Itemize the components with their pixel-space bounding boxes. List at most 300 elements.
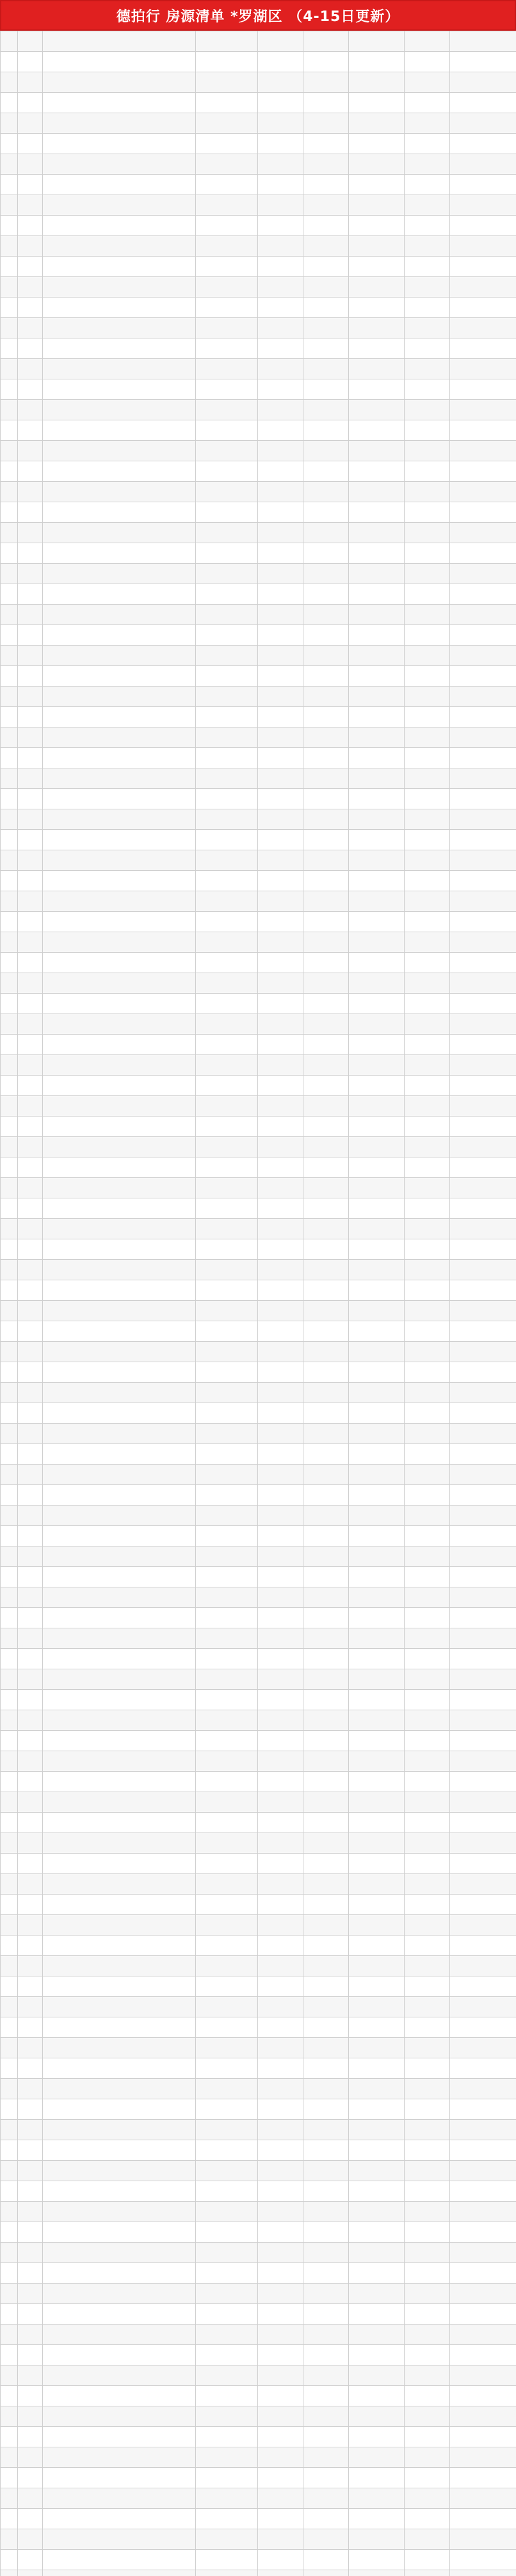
table-cell bbox=[450, 932, 516, 953]
table-cell bbox=[405, 1301, 450, 1321]
table-cell bbox=[405, 1915, 450, 1936]
table-cell bbox=[196, 2120, 258, 2140]
table-cell bbox=[405, 2365, 450, 2386]
table-cell bbox=[196, 31, 258, 52]
table-row bbox=[1, 1669, 516, 1690]
table-cell bbox=[43, 1567, 196, 1587]
table-cell bbox=[1, 584, 18, 605]
table-cell bbox=[450, 1567, 516, 1587]
table-cell bbox=[258, 1813, 303, 1833]
table-cell bbox=[349, 1157, 405, 1178]
table-cell bbox=[1, 1608, 18, 1628]
table-row bbox=[1, 2263, 516, 2284]
table-cell bbox=[303, 1321, 349, 1342]
table-cell bbox=[349, 1649, 405, 1669]
table-cell bbox=[303, 2570, 349, 2576]
table-cell bbox=[405, 1976, 450, 1997]
table-cell bbox=[43, 1485, 196, 1506]
table-cell bbox=[18, 1772, 43, 1792]
table-cell bbox=[258, 748, 303, 768]
table-cell bbox=[349, 584, 405, 605]
table-row bbox=[1, 2406, 516, 2427]
table-cell bbox=[450, 195, 516, 216]
table-cell bbox=[258, 1997, 303, 2017]
table-cell bbox=[1, 932, 18, 953]
table-cell bbox=[18, 994, 43, 1014]
table-cell bbox=[18, 1710, 43, 1731]
table-cell bbox=[303, 2325, 349, 2345]
table-cell bbox=[405, 1239, 450, 1260]
table-cell bbox=[405, 2038, 450, 2058]
table-cell bbox=[18, 2488, 43, 2509]
table-cell bbox=[258, 31, 303, 52]
table-cell bbox=[349, 2304, 405, 2325]
table-cell bbox=[405, 1198, 450, 1219]
table-cell bbox=[349, 1895, 405, 1915]
table-cell bbox=[43, 482, 196, 502]
table-cell bbox=[1, 441, 18, 461]
table-cell bbox=[1, 625, 18, 646]
table-row bbox=[1, 1526, 516, 1546]
table-cell bbox=[258, 2386, 303, 2406]
table-cell bbox=[303, 1117, 349, 1137]
table-cell bbox=[258, 687, 303, 707]
table-cell bbox=[18, 973, 43, 994]
table-cell bbox=[18, 1260, 43, 1280]
table-cell bbox=[196, 1772, 258, 1792]
table-cell bbox=[303, 2243, 349, 2263]
table-row bbox=[1, 338, 516, 359]
table-cell bbox=[258, 1506, 303, 1526]
table-cell bbox=[405, 134, 450, 154]
table-cell bbox=[258, 2079, 303, 2099]
table-cell bbox=[258, 1362, 303, 1383]
table-cell bbox=[43, 1690, 196, 1710]
table-cell bbox=[303, 2099, 349, 2120]
table-cell bbox=[303, 1219, 349, 1239]
table-cell bbox=[1, 2099, 18, 2120]
table-cell bbox=[303, 646, 349, 666]
table-cell bbox=[196, 257, 258, 277]
table-cell bbox=[450, 175, 516, 195]
table-cell bbox=[450, 2406, 516, 2427]
table-cell bbox=[196, 1506, 258, 1526]
table-cell bbox=[405, 2488, 450, 2509]
table-cell bbox=[43, 2529, 196, 2550]
table-cell bbox=[450, 298, 516, 318]
table-cell bbox=[258, 2509, 303, 2529]
table-cell bbox=[349, 1260, 405, 1280]
table-cell bbox=[303, 2427, 349, 2447]
table-cell bbox=[258, 1117, 303, 1137]
table-cell bbox=[196, 1403, 258, 1424]
table-row bbox=[1, 2079, 516, 2099]
table-cell bbox=[258, 2447, 303, 2468]
table-row bbox=[1, 2017, 516, 2038]
table-cell bbox=[258, 2550, 303, 2570]
table-cell bbox=[196, 1813, 258, 1833]
table-cell bbox=[349, 1178, 405, 1198]
table-cell bbox=[303, 195, 349, 216]
table-cell bbox=[43, 2427, 196, 2447]
table-cell bbox=[349, 195, 405, 216]
table-cell bbox=[196, 236, 258, 257]
table-cell bbox=[18, 1424, 43, 1444]
table-cell bbox=[18, 1792, 43, 1813]
table-cell bbox=[43, 584, 196, 605]
table-cell bbox=[196, 830, 258, 850]
table-row bbox=[1, 1198, 516, 1219]
table-cell bbox=[405, 891, 450, 912]
table-cell bbox=[258, 400, 303, 420]
table-row bbox=[1, 1321, 516, 1342]
table-cell bbox=[18, 1157, 43, 1178]
table-cell bbox=[349, 1813, 405, 1833]
table-cell bbox=[303, 912, 349, 932]
table-row bbox=[1, 564, 516, 584]
table-cell bbox=[405, 2570, 450, 2576]
table-cell bbox=[43, 113, 196, 134]
table-cell bbox=[405, 502, 450, 523]
table-cell bbox=[349, 52, 405, 72]
table-cell bbox=[405, 154, 450, 175]
table-cell bbox=[405, 482, 450, 502]
table-cell bbox=[450, 748, 516, 768]
table-cell bbox=[43, 1342, 196, 1362]
table-cell bbox=[196, 2304, 258, 2325]
table-cell bbox=[405, 1731, 450, 1751]
table-cell bbox=[450, 236, 516, 257]
table-cell bbox=[450, 1956, 516, 1976]
table-cell bbox=[258, 932, 303, 953]
table-cell bbox=[349, 2140, 405, 2161]
table-cell bbox=[349, 2017, 405, 2038]
table-cell bbox=[18, 2263, 43, 2284]
table-cell bbox=[196, 482, 258, 502]
table-cell bbox=[405, 216, 450, 236]
table-cell bbox=[43, 1649, 196, 1669]
table-row bbox=[1, 400, 516, 420]
table-cell bbox=[303, 1076, 349, 1096]
table-cell bbox=[303, 1055, 349, 1076]
table-cell bbox=[196, 1997, 258, 2017]
table-row bbox=[1, 768, 516, 789]
table-cell bbox=[258, 216, 303, 236]
table-cell bbox=[196, 2017, 258, 2038]
table-cell bbox=[43, 1403, 196, 1424]
table-cell bbox=[43, 2488, 196, 2509]
table-cell bbox=[303, 2509, 349, 2529]
table-cell bbox=[349, 2365, 405, 2386]
table-cell bbox=[303, 1198, 349, 1219]
table-cell bbox=[18, 2243, 43, 2263]
table-cell bbox=[43, 2038, 196, 2058]
table-row bbox=[1, 1301, 516, 1321]
table-cell bbox=[1, 1895, 18, 1915]
table-cell bbox=[349, 2509, 405, 2529]
table-cell bbox=[196, 1649, 258, 1669]
table-cell bbox=[450, 1301, 516, 1321]
table-cell bbox=[196, 1690, 258, 1710]
table-row bbox=[1, 441, 516, 461]
table-cell bbox=[303, 379, 349, 400]
table-cell bbox=[450, 2468, 516, 2488]
table-cell bbox=[450, 1936, 516, 1956]
table-cell bbox=[43, 2120, 196, 2140]
table-cell bbox=[43, 564, 196, 584]
table-cell bbox=[405, 768, 450, 789]
table-cell bbox=[450, 2509, 516, 2529]
table-cell bbox=[303, 461, 349, 482]
table-cell bbox=[349, 850, 405, 871]
table-cell bbox=[18, 891, 43, 912]
table-cell bbox=[303, 2017, 349, 2038]
table-cell bbox=[1, 257, 18, 277]
table-cell bbox=[349, 1465, 405, 1485]
table-cell bbox=[43, 277, 196, 298]
table-cell bbox=[43, 379, 196, 400]
table-cell bbox=[450, 1895, 516, 1915]
table-cell bbox=[349, 605, 405, 625]
table-cell bbox=[18, 441, 43, 461]
table-cell bbox=[196, 1383, 258, 1403]
table-cell bbox=[43, 1608, 196, 1628]
table-cell bbox=[349, 1669, 405, 1690]
table-cell bbox=[43, 1731, 196, 1751]
table-cell bbox=[405, 1997, 450, 2017]
table-cell bbox=[1, 502, 18, 523]
table-cell bbox=[303, 1956, 349, 1976]
table-cell bbox=[1, 1915, 18, 1936]
table-cell bbox=[450, 1546, 516, 1567]
table-cell bbox=[405, 175, 450, 195]
table-cell bbox=[43, 1628, 196, 1649]
table-cell bbox=[196, 2181, 258, 2202]
table-cell bbox=[405, 1772, 450, 1792]
table-cell bbox=[405, 1669, 450, 1690]
table-row bbox=[1, 2488, 516, 2509]
table-cell bbox=[1, 113, 18, 134]
table-cell bbox=[405, 1485, 450, 1506]
table-cell bbox=[258, 523, 303, 543]
table-row bbox=[1, 1157, 516, 1178]
table-cell bbox=[1, 809, 18, 830]
table-cell bbox=[450, 1014, 516, 1035]
table-cell bbox=[1, 2427, 18, 2447]
table-cell bbox=[196, 748, 258, 768]
table-cell bbox=[1, 1813, 18, 1833]
table-row bbox=[1, 1465, 516, 1485]
table-cell bbox=[43, 1239, 196, 1260]
table-cell bbox=[303, 2488, 349, 2509]
table-cell bbox=[196, 1117, 258, 1137]
table-cell bbox=[303, 2140, 349, 2161]
table-cell bbox=[258, 1526, 303, 1546]
table-cell bbox=[303, 1751, 349, 1772]
table-cell bbox=[43, 502, 196, 523]
table-cell bbox=[349, 1628, 405, 1649]
table-cell bbox=[450, 1178, 516, 1198]
table-cell bbox=[303, 31, 349, 52]
table-row bbox=[1, 2529, 516, 2550]
table-cell bbox=[450, 1239, 516, 1260]
table-cell bbox=[43, 1383, 196, 1403]
table-cell bbox=[303, 400, 349, 420]
table-cell bbox=[43, 830, 196, 850]
table-cell bbox=[196, 1628, 258, 1649]
table-cell bbox=[18, 1751, 43, 1772]
table-cell bbox=[450, 1321, 516, 1342]
table-cell bbox=[405, 2509, 450, 2529]
table-cell bbox=[303, 1239, 349, 1260]
table-cell bbox=[258, 1055, 303, 1076]
table-cell bbox=[1, 1669, 18, 1690]
table-cell bbox=[450, 2202, 516, 2222]
table-cell bbox=[43, 1772, 196, 1792]
table-cell bbox=[1, 912, 18, 932]
table-cell bbox=[1, 646, 18, 666]
table-row bbox=[1, 154, 516, 175]
table-cell bbox=[1, 1157, 18, 1178]
table-cell bbox=[196, 400, 258, 420]
table-cell bbox=[349, 707, 405, 727]
table-cell bbox=[43, 1976, 196, 1997]
table-cell bbox=[1, 789, 18, 809]
table-cell bbox=[258, 1342, 303, 1362]
table-cell bbox=[18, 1608, 43, 1628]
table-cell bbox=[196, 1219, 258, 1239]
table-cell bbox=[1, 1219, 18, 1239]
table-cell bbox=[303, 2079, 349, 2099]
table-cell bbox=[18, 1465, 43, 1485]
table-cell bbox=[303, 1342, 349, 1362]
table-cell bbox=[43, 768, 196, 789]
table-cell bbox=[450, 953, 516, 973]
table-cell bbox=[303, 1813, 349, 1833]
table-cell bbox=[1, 1731, 18, 1751]
table-cell bbox=[1, 1854, 18, 1874]
table-cell bbox=[1, 2570, 18, 2576]
table-cell bbox=[43, 2181, 196, 2202]
table-cell bbox=[349, 216, 405, 236]
table-row bbox=[1, 216, 516, 236]
table-cell bbox=[258, 727, 303, 748]
table-cell bbox=[258, 2120, 303, 2140]
table-cell bbox=[18, 666, 43, 687]
table-cell bbox=[405, 2447, 450, 2468]
table-cell bbox=[43, 2099, 196, 2120]
table-cell bbox=[450, 1219, 516, 1239]
table-cell bbox=[18, 318, 43, 338]
table-cell bbox=[349, 973, 405, 994]
table-cell bbox=[258, 461, 303, 482]
table-row bbox=[1, 1915, 516, 1936]
table-cell bbox=[18, 338, 43, 359]
table-cell bbox=[1, 1362, 18, 1383]
table-cell bbox=[258, 1792, 303, 1813]
table-cell bbox=[18, 134, 43, 154]
table-cell bbox=[349, 1342, 405, 1362]
table-row bbox=[1, 2243, 516, 2263]
table-cell bbox=[18, 2079, 43, 2099]
table-cell bbox=[405, 2529, 450, 2550]
table-cell bbox=[196, 1526, 258, 1546]
table-cell bbox=[258, 2325, 303, 2345]
table-cell bbox=[405, 236, 450, 257]
table-cell bbox=[1, 1198, 18, 1219]
table-cell bbox=[196, 93, 258, 113]
table-cell bbox=[349, 113, 405, 134]
table-cell bbox=[349, 1710, 405, 1731]
table-cell bbox=[450, 1117, 516, 1137]
table-cell bbox=[18, 1035, 43, 1055]
table-cell bbox=[258, 2304, 303, 2325]
table-cell bbox=[349, 1096, 405, 1117]
table-cell bbox=[43, 1157, 196, 1178]
table-row bbox=[1, 2386, 516, 2406]
table-cell bbox=[303, 1669, 349, 1690]
table-cell bbox=[43, 2263, 196, 2284]
table-row bbox=[1, 1383, 516, 1403]
table-row bbox=[1, 973, 516, 994]
table-cell bbox=[18, 1731, 43, 1751]
table-cell bbox=[349, 1117, 405, 1137]
table-cell bbox=[1, 2079, 18, 2099]
table-row bbox=[1, 1731, 516, 1751]
table-cell bbox=[405, 1854, 450, 1874]
table-cell bbox=[196, 318, 258, 338]
table-cell bbox=[258, 1301, 303, 1321]
table-cell bbox=[43, 2365, 196, 2386]
table-cell bbox=[303, 2529, 349, 2550]
table-cell bbox=[258, 1628, 303, 1649]
table-row bbox=[1, 2447, 516, 2468]
table-cell bbox=[450, 1342, 516, 1362]
table-cell bbox=[349, 871, 405, 891]
table-cell bbox=[43, 646, 196, 666]
table-cell bbox=[43, 298, 196, 318]
table-cell bbox=[1, 1342, 18, 1362]
table-cell bbox=[258, 2038, 303, 2058]
table-cell bbox=[405, 666, 450, 687]
table-cell bbox=[405, 2550, 450, 2570]
table-cell bbox=[258, 707, 303, 727]
table-cell bbox=[303, 973, 349, 994]
table-cell bbox=[405, 973, 450, 994]
table-cell bbox=[303, 420, 349, 441]
table-cell bbox=[1, 461, 18, 482]
table-cell bbox=[18, 809, 43, 830]
table-row bbox=[1, 646, 516, 666]
table-cell bbox=[258, 236, 303, 257]
table-cell bbox=[303, 2181, 349, 2202]
table-cell bbox=[196, 420, 258, 441]
table-cell bbox=[43, 195, 196, 216]
table-cell bbox=[450, 2263, 516, 2284]
table-cell bbox=[405, 1014, 450, 1035]
table-cell bbox=[18, 584, 43, 605]
table-cell bbox=[43, 2161, 196, 2181]
table-cell bbox=[43, 1874, 196, 1895]
table-cell bbox=[18, 1485, 43, 1506]
table-row bbox=[1, 1055, 516, 1076]
table-row bbox=[1, 1403, 516, 1424]
table-cell bbox=[43, 1956, 196, 1976]
table-cell bbox=[1, 1587, 18, 1608]
table-cell bbox=[349, 727, 405, 748]
table-cell bbox=[450, 2243, 516, 2263]
table-cell bbox=[349, 932, 405, 953]
